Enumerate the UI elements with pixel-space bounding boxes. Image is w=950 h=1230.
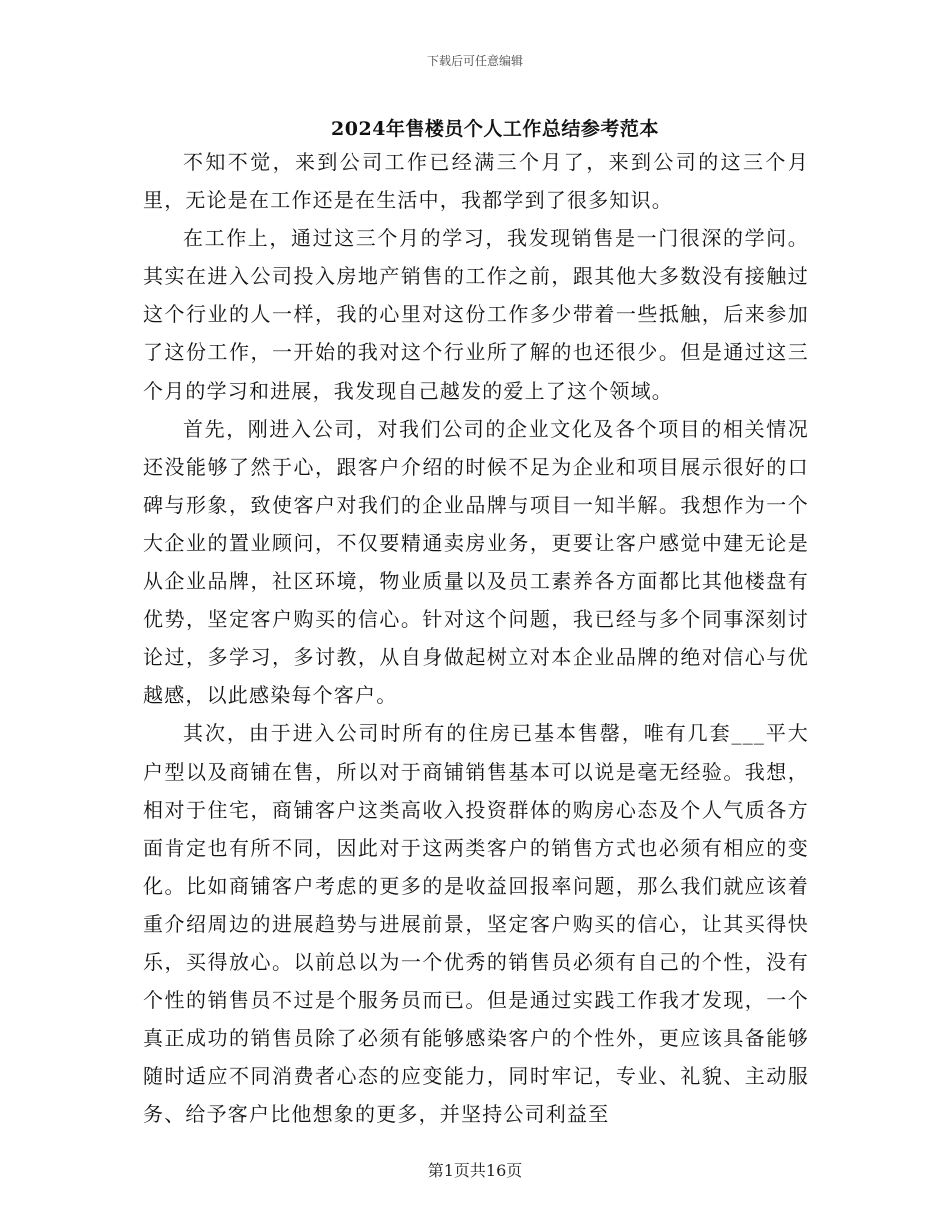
paragraph-2: 在工作上，通过这三个月的学习，我发现销售是一门很深的学问。其实在进入公司投入房地产销售的工作之前，跟其他大多数没有接触过这个行业的人一样，我的心里对这份工作多少带着一些抵触，后来参加了这份工作，一开始的我对这个行业所了解的也还很少。但是通过这三个月的学习和进展，我发现自己越发的爱上了这个领域。: [143, 226, 809, 403]
paragraph-1: 不知不觉，来到公司工作已经满三个月了，来到公司的这三个月里，无论是在工作还是在生活中，我都学到了很多知识。: [143, 150, 809, 213]
paragraph-4: 其次，由于进入公司时所有的住房已基本售罄，唯有几套___平大户型以及商铺在售，所以对于商铺销售基本可以说是毫无经验。我想，相对于住宅，商铺客户这类高收入投资群体的购房心态及个人气质各方面肯定也有所不同，因此对于这两类客户的销售方式也必须有相应的变化。比如商铺客户考虑的更多的是收益回报率问题，那么我们就应该着重介绍周边的进展趋势与进展前景，坚定客户购买的信心，让其买得快乐，买得放心。以前总以为一个优秀的销售员必须有自己的个性，没有个性的销售员不过是个服务员而已。但是通过实践工作我才发现，一个真正成功的销售员除了必须有能够感染客户的个性外，更应该具备能够随时适应不同消费者心态的应变能力，同时牢记，专业、礼貌、主动服务、给予客户比他想象的更多，并坚持公司利益至: [143, 721, 809, 1127]
header-note: 下载后可任意编辑: [426, 54, 523, 68]
document-title: 2024年售楼员个人工作总结参考范本: [331, 118, 659, 140]
page-number-footer: 第1页共16页: [427, 1161, 523, 1180]
paragraph-3: 首先，刚进入公司，对我们公司的企业文化及各个项目的相关情况还没能够了然于心，跟客户介绍的时候不足为企业和项目展示很好的口碑与形象，致使客户对我们的企业品牌与项目一知半解。我想作为一个大企业的置业顾问，不仅要精通卖房业务，更要让客户感觉中建无论是从企业品牌，社区环境，物业质量以及员工素养各方面都比其他楼盘有优势，坚定客户购买的信心。针对这个问题，我已经与多个同事深刻讨论过，多学习，多讨教，从自身做起树立对本企业品牌的绝对信心与优越感，以此感染每个客户。: [143, 416, 809, 708]
document-body: [143, 143, 809, 1133]
